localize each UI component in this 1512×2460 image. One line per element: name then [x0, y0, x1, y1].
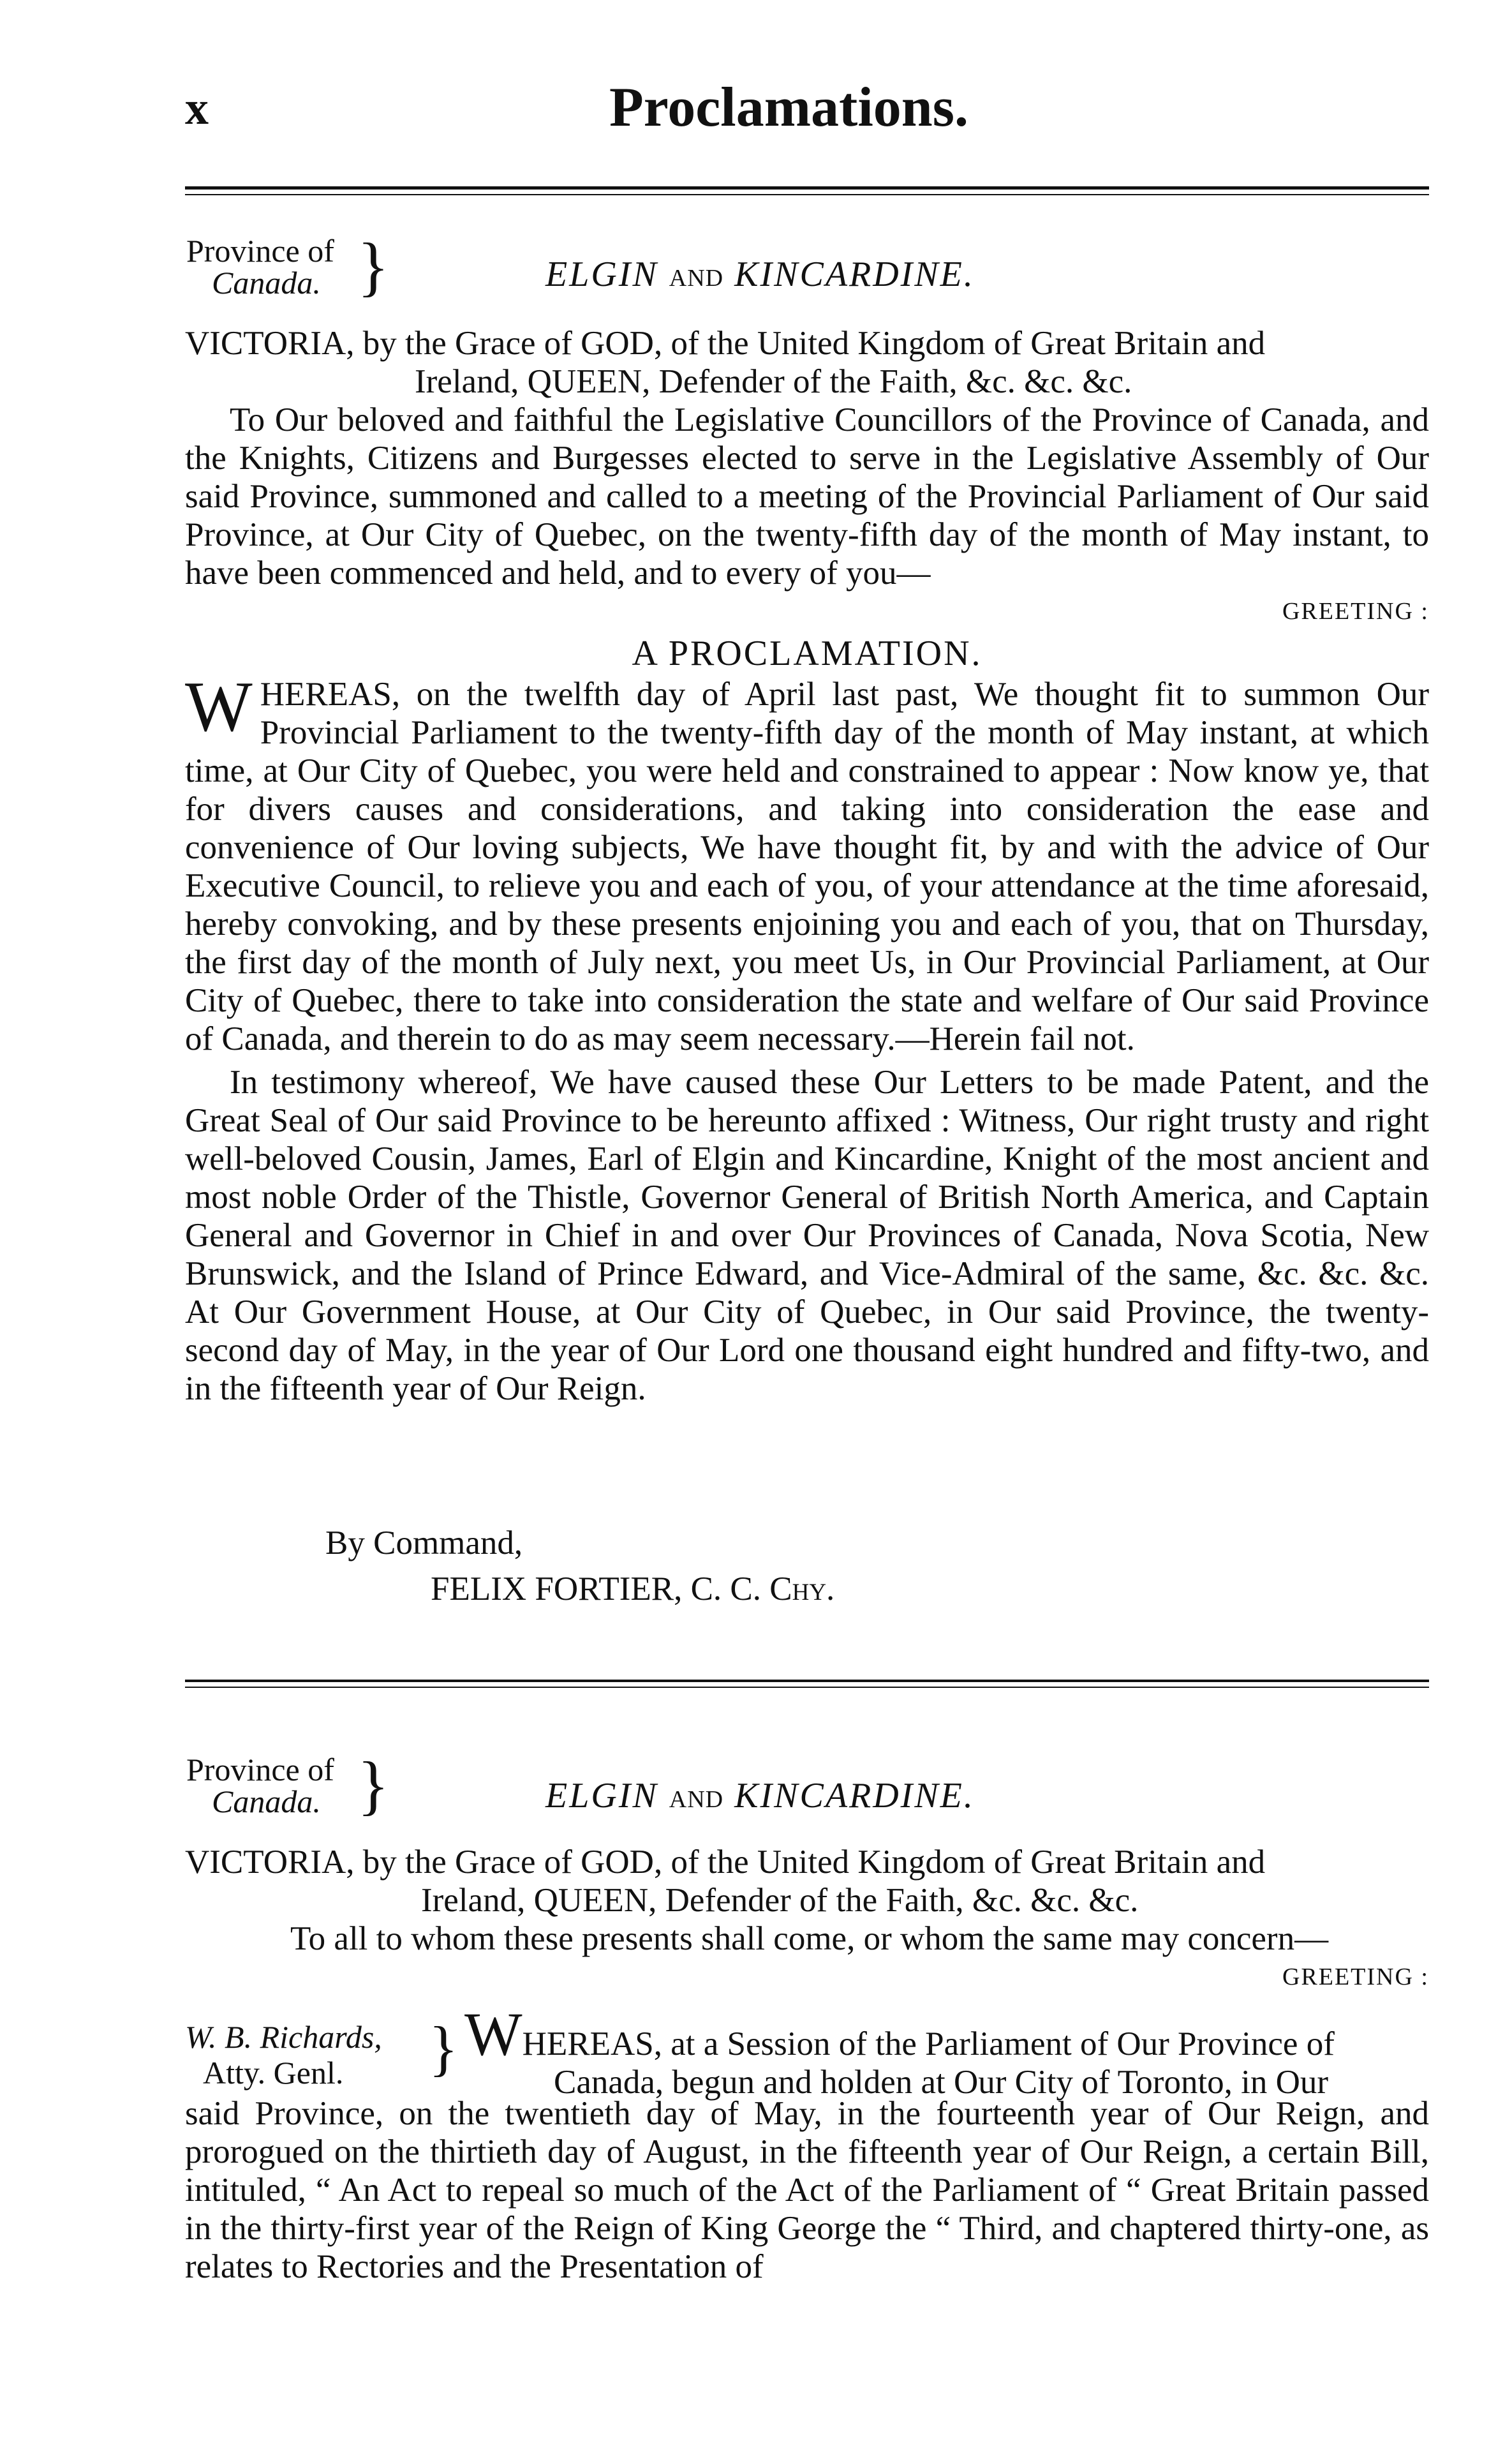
proclamation-2-text: [185, 1843, 1429, 1996]
drop-cap: W: [185, 667, 253, 747]
victoria-line-2: Ireland, QUEEN, Defender of the Faith, &c. &c. &c.: [421, 1882, 1139, 1919]
header-rule-top: [185, 186, 1429, 190]
province-label: Province of Canada.: [186, 1752, 334, 1819]
address-paragraph: To all to whom these presents shall come, or whom the same may concern—: [290, 1920, 1329, 1957]
brace: }: [357, 1748, 389, 1822]
margin-note: W. B. Richards, Atty. Genl.: [185, 2019, 382, 2091]
province-label: Province of Canada.: [186, 233, 334, 301]
proclamation-title: A PROCLAMATION.: [632, 634, 982, 673]
victoria-line: VICTORIA, by the Grace of GOD, of the United Kingdom of Great Britain and: [185, 1844, 1266, 1881]
whereas-paragraph: said Province, on the twentieth day of May, in the fourteenth year of Our Reign, and prorogued on the thirtieth day of August, in the fifteenth year of Our Reign, a certain Bill, intituled, “ An Act to repeal so much of the Act of the Parliament of “ Great Britain passed in the thirty-first year of the Reign of King George the “ Third, and chaptered thirty-one, as relates to Rectories and the Presentation of: [185, 2095, 1429, 2285]
margin-lead-lines: WHEREAS, at a Session of the Parliament of Our Province of Canada, begun and holden at Our City of Toronto, in Our: [464, 2000, 1335, 2101]
brace: }: [357, 230, 389, 303]
whereas-paragraph: WHEREAS, on the twelfth day of April last past, We thought fit to summon Our Provincial Parliament to the twenty-fifth day of the month of May instant, at which time, at Our City of Quebec, you were held and constrained to appear : Now know ye, that for divers causes and considerations, and taking into consideration the ease and convenience of Our loving subjects, We have thought fit, by and with the advice of Our Executive Council, to relieve you and each of you, of your attendance at the time aforesaid, hereby convoking, and by these presents enjoining you and each of you, that on Thursday, the first day of the month of July next, you meet Us, in Our Provincial Parliament, at Our City of Quebec, there to take into consideration the state and welfare of Our said Province of Canada, and therein to do as may seem necessary.—Herein fail not.: [185, 667, 1429, 1057]
header-rule-bottom: [185, 194, 1429, 195]
section-divider-thin: [185, 1687, 1429, 1688]
brace: }: [429, 2014, 459, 2082]
page-number: x: [185, 82, 209, 135]
by-command: By Command,: [325, 1524, 523, 1562]
running-title: Proclamations.: [609, 77, 968, 138]
signature: FELIX FORTIER, C. C. Chy.: [431, 1570, 835, 1607]
victoria-line-2: Ireland, QUEEN, Defender of the Faith, &c. &c. &c.: [415, 363, 1132, 400]
proclamation-1-text: [185, 324, 1429, 1408]
testimony-paragraph: In testimony whereof, We have caused these Our Letters to be made Patent, and the Great Seal of Our said Province to be hereunto affixed : Witness, Our right trusty and right well-beloved Cousin, James, Earl of Elgin and Kincardine, Knight of the most ancient and most noble Order of the Thistle, Governor General of British North America, and Captain General and Governor in Chief in and over Our Provinces of Canada, Nova Scotia, New Brunswick, and the Island of Prince Edward, and Vice-Admiral of the same, &c. &c. &c. At Our Government House, at Our City of Quebec, in Our said Province, the twenty-second day of May, in the year of Our Lord one thousand eight hundred and fifty-two, and in the fifteenth year of Our Reign.: [185, 1064, 1429, 1407]
drop-cap: W: [464, 2000, 523, 2068]
victoria-line: VICTORIA, by the Grace of GOD, of the United Kingdom of Great Britain and: [185, 325, 1266, 362]
section-divider: [185, 1680, 1429, 1682]
section-heading: ELGIN AND KINCARDINE.: [545, 1776, 975, 1815]
address-paragraph: To Our beloved and faithful the Legislative Councillors of the Province of Canada, and the Knights, Citizens and Burgesses elected to serve in the Legislative Assembly of Our said Province, summoned and called to a meeting of the Provincial Parliament of Our said Province, at Our City of Quebec, on the twenty-fifth day of the month of May instant, to have been commenced and held, and to every of you—: [185, 401, 1429, 592]
section-heading: ELGIN AND KINCARDINE.: [545, 255, 975, 294]
greeting: GREETING :: [1282, 598, 1429, 625]
greeting: GREETING :: [1282, 1964, 1429, 1990]
